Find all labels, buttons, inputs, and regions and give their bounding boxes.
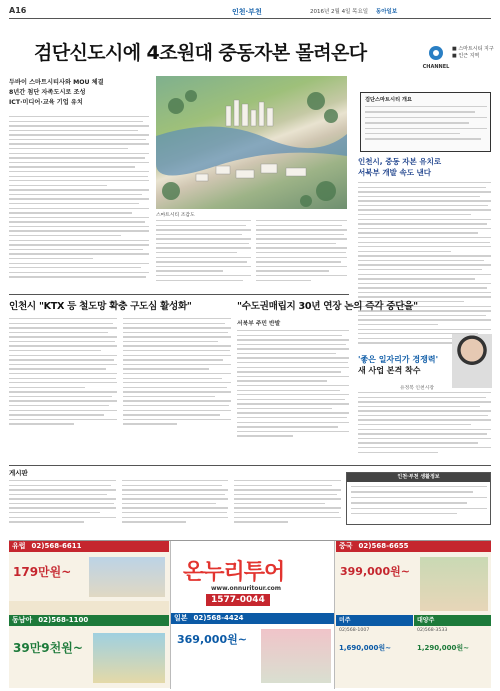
ad-america [336,615,413,689]
channel-logo-icon [422,42,450,70]
ad-sea-price: 39만9천원~ [13,641,83,655]
ad-europe [9,541,169,601]
ad-america-phone: 02)568-1007 [339,628,370,633]
section-divider [9,294,349,295]
article3-headline: "수도권매립지 30년 연장 논의 즉각 중단을" [237,301,418,312]
photo-caption: 스마트시티 조감도 [156,213,195,218]
map-legend [452,46,494,60]
lead-subhead: 두바이 스마트시티사와 MOU 체결 [9,79,104,86]
notices-divider [9,465,491,466]
ad-america-header: 미주 [336,615,413,626]
column-body [358,392,491,466]
ad-japan-photo [261,629,331,683]
columnist-caption: 유정복 인천시장 [400,386,434,391]
legend-item: ■ 인근 지역 [452,53,480,59]
article3-body [237,330,349,465]
svg-text:CHANNEL: CHANNEL [422,64,450,70]
lead-photo [156,76,347,209]
lead-subhead: 8년간 첨단 자족도시로 조성 [9,89,86,96]
ad-oceania-price: 1,290,000원~ [417,644,470,652]
info-box [360,92,491,152]
lead-body-col1 [9,116,149,291]
ad-europe-price: 179만원~ [13,565,72,579]
brand-phone: 1577-0044 [206,594,270,606]
ad-china-price: 399,000원~ [340,565,410,578]
ad-brand-panel [170,541,335,689]
notices-title: 게시판 [9,469,28,477]
page-number: A16 [9,6,27,15]
lead-headline: 검단신도시에 4조원대 중동자본 몰려온다 [34,42,367,64]
info-box-title: 검단스마트시티 개요 [365,97,412,103]
column-headline: '좋은 일자리가 경쟁력' 새 사업 본격 착수 [358,355,439,375]
issue-info [310,7,397,15]
info-table [346,472,491,525]
ad-southeast-asia [9,615,169,689]
brand-url: www.onnuritour.com [211,585,282,592]
legend-item: ■ 스마트시티 지구 [452,46,494,52]
ad-oceania [414,615,491,689]
ad-japan [9,601,169,615]
lead-body-col3 [256,220,347,292]
ad-japan-header: 일본 02)568-4424 [171,613,334,624]
ad-oceania-phone: 02)568-3533 [417,628,448,633]
lead-body-col2 [156,220,251,292]
article3-subhead: 서북부 주민 반발 [237,321,281,327]
ad-oceania-header: 대양주 [414,615,491,626]
side-article-headline: 인천시, 중동 자본 유치로 서북부 개발 속도 낸다 [358,157,442,177]
info-table-title: 인천·부천 생활정보 [347,473,490,482]
side-article-body [358,182,491,342]
article2-headline: 인천시 "KTX 등 철도망 확충 구도심 활성화" [9,301,192,312]
ad-sea-header: 동남아 02)568-1100 [9,615,169,626]
ad-europe-header: 유럽 02)568-6611 [9,541,169,552]
paper-name: 동아일보 [375,9,398,15]
travel-advertisement [9,540,491,688]
ad-sea-photo [93,633,165,683]
ad-japan-price: 369,000원~ [177,633,247,646]
ad-europe-photo [89,557,165,597]
issue-date: 2016년 2월 4일 목요일 [310,9,369,15]
article2-body [9,318,231,463]
ad-america-price: 1,690,000원~ [339,644,392,652]
brand-name: 온누리투어 [183,560,285,585]
aerial-city-illustration [156,76,347,209]
lead-subhead: ICT·미디어·교육 기업 유치 [9,99,83,106]
section-name: 인천·부천 [232,8,262,16]
ad-china-header: 중국 02)568-6655 [336,541,491,552]
header-rule [9,18,491,19]
ad-china [336,541,491,615]
channel-logo [422,42,450,70]
notices-body [9,480,341,535]
lead-subheads [9,78,124,108]
ad-china-photo [420,557,488,611]
columnist-photo [452,334,492,388]
